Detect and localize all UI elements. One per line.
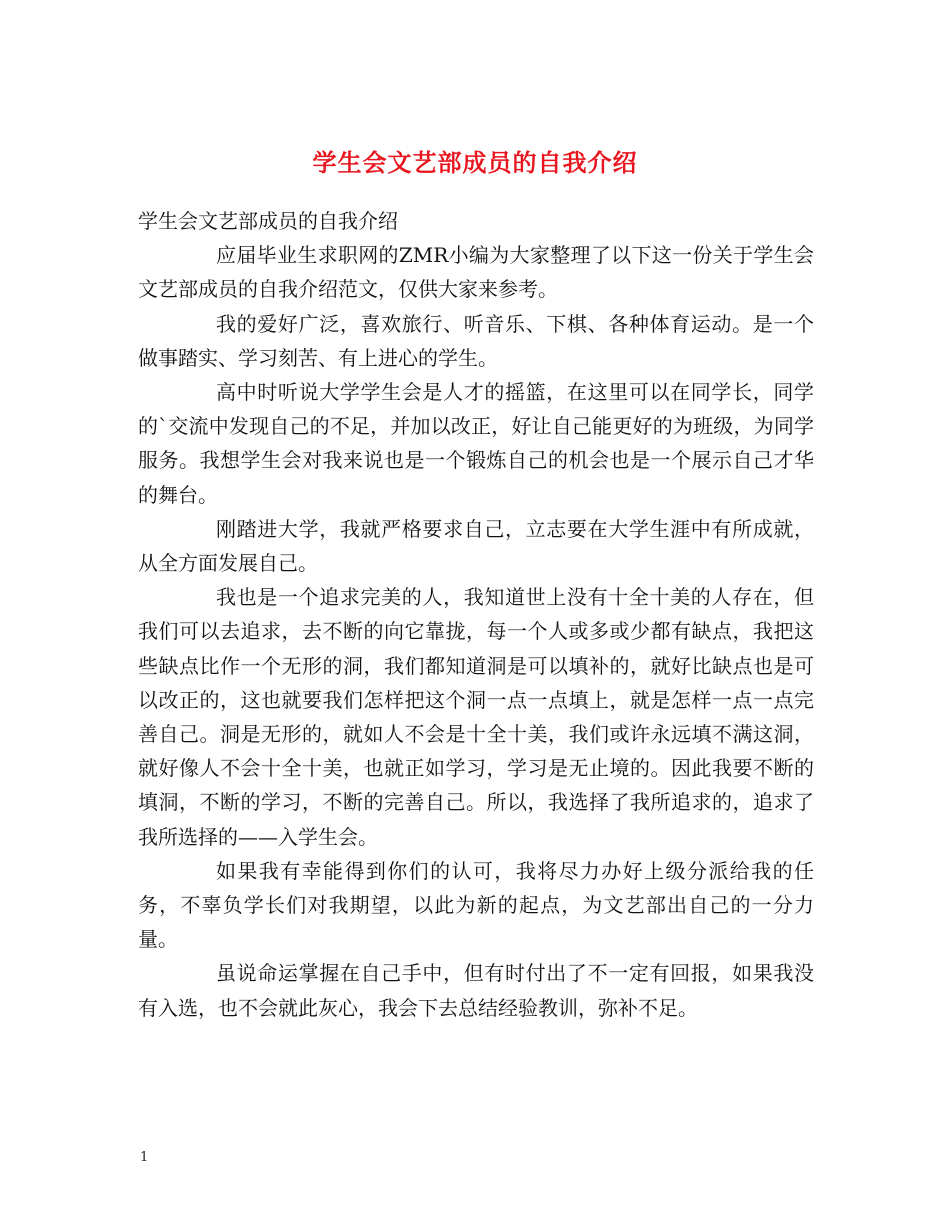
paragraph-6: 如果我有幸能得到你们的认可，我将尽力办好上级分派给我的任务，不辜负学长们对我期望，以此为新的起点，为文艺部出自己的一分力量。 <box>138 858 814 952</box>
document-subtitle: 学生会文艺部成员的自我介绍 <box>138 209 398 233</box>
paragraph-4: 刚踏进大学，我就严格要求自己，立志要在大学生涯中有所成就，从全方面发展自己。 <box>138 516 814 576</box>
paragraph-1: 应届毕业生求职网的ZMR小编为大家整理了以下这一份关于学生会文艺部成员的自我介绍范文，仅供大家来参考。 <box>138 243 814 302</box>
paragraph-3: 高中时听说大学学生会是人才的摇篮，在这里可以在同学长，同学的`交流中发现自己的不足，并加以改正，好让自己能更好的为班级，为同学服务。我想学生会对我来说也是一个锻炼自己的机会也是一个展示自己才华的舞台。 <box>138 380 814 507</box>
paragraph-7: 虽说命运掌握在自己手中，但有时付出了不一定有回报，如果我没有入选，也不会就此灰心，我会下去总结经验教训，弥补不足。 <box>138 961 814 1020</box>
page-number: 1 <box>140 1150 149 1165</box>
document-title: 学生会文艺部成员的自我介绍 <box>312 148 638 178</box>
document-body <box>138 204 814 1025</box>
paragraph-2: 我的爱好广泛，喜欢旅行、听音乐、下棋、各种体育运动。是一个做事踏实、学习刻苦、有上进心的学生。 <box>138 311 814 370</box>
paragraph-5: 我也是一个追求完美的人，我知道世上没有十全十美的人存在，但我们可以去追求，去不断的向它靠拢，每一个人或多或少都有缺点，我把这些缺点比作一个无形的洞，我们都知道洞是可以填补的，就好比缺点也是可以改正的，这也就要我们怎样把这个洞一点一点填上，就是怎样一点一点完善自己。洞是无形的，就如人不会是十全十美，我们或许永远填不满这洞，就好像人不会十全十美，也就正如学习，学习是无止境的。因此我要不断的填洞，不断的学习，不断的完善自己。所以，我选择了我所追求的，追求了我所选择的——入学生会。 <box>138 585 814 849</box>
